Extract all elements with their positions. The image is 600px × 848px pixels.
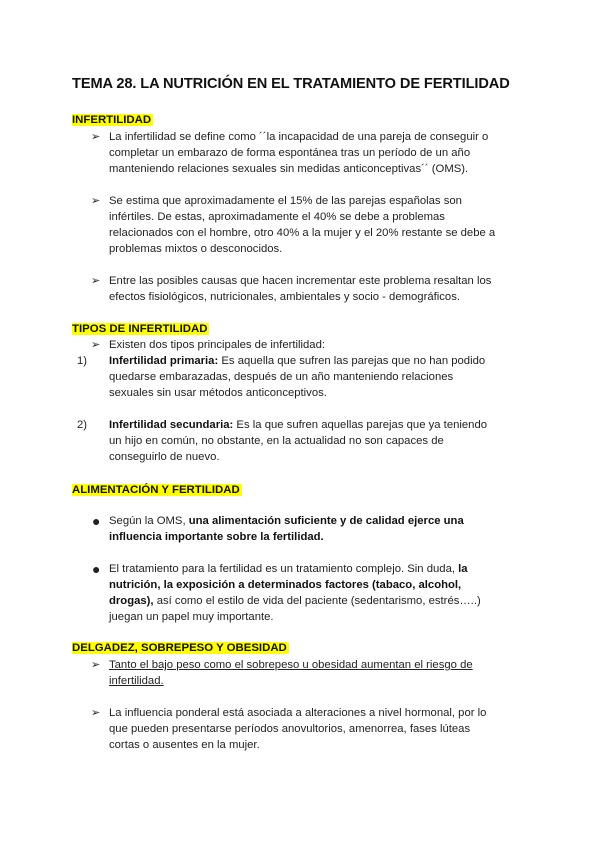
tipos-intro: Existen dos tipos principales de infertilidad:: [109, 339, 326, 351]
list-number: 1): [77, 355, 88, 367]
section-heading-delgadez: DELGADEZ, SOBREPESO Y OBESIDAD: [72, 642, 287, 654]
list-item-peso-riesgo: Tanto el bajo peso como el sobrepeso u obesidad aumentan el riesgo de infertilidad.: [109, 659, 473, 687]
list-item-tratamiento: El tratamiento para la fertilidad es un tratamiento complejo. Sin duda, la nutrición, la exposición a determinados factores (tabaco, alcohol, drogas), así como el estilo de vida del paciente (sedentarismo, estrés…..) juegan un papel muy importante.: [109, 563, 481, 623]
arrow-bullet-icon: ➢: [91, 131, 101, 143]
section-heading-alimentacion: ALIMENTACIÓN Y FERTILIDAD: [72, 484, 240, 496]
list-item-causas: Entre las posibles causas que hacen incrementar este problema resaltan los efectos fisiológicos, nutricionales, ambientales y socio - demográficos.: [109, 275, 492, 303]
arrow-bullet-icon: ➢: [91, 195, 101, 207]
section-heading-infertilidad: INFERTILIDAD: [72, 114, 152, 126]
dot-bullet-icon: ●: [92, 561, 101, 577]
list-item-infertilidad-primaria: Infertilidad primaria: Es aquella que sufren las parejas que no han podido quedarse embarazadas, después de un año manteniendo relaciones sexuales sin usar métodos anticonceptivos.: [109, 355, 486, 399]
arrow-bullet-icon: ➢: [91, 339, 101, 351]
list-item-estadisticas: Se estima que aproximadamente el 15% de las parejas españolas son infértiles. De estas, aproximadamente el 40% se debe a problemas relacionados con el hombre, otro 40% a la mujer y el 20% restante se debe a problemas mixtos o desconocidos.: [109, 195, 496, 255]
list-item-infertilidad-secundaria: Infertilidad secundaria: Es la que sufren aquellas parejas que ya teniendo un hijo en común, no obstante, en la actualidad no son capaces de conseguirlo de nuevo.: [109, 419, 488, 463]
list-item-influencia-ponderal: La influencia ponderal está asociada a alteraciones a nivel hormonal, por lo que pueden presentarse períodos anovultorios, amenorrea, fases lúteas cortas o ausentes en la mujer.: [109, 707, 487, 751]
arrow-bullet-icon: ➢: [91, 707, 101, 719]
section-heading-tipos: TIPOS DE INFERTILIDAD: [72, 323, 208, 335]
page-title: TEMA 28. LA NUTRICIÓN EN EL TRATAMIENTO DE FERTILIDAD: [72, 76, 510, 92]
list-number: 2): [77, 419, 88, 431]
list-item-oms: Según la OMS, una alimentación suficiente y de calidad ejerce una influencia importante sobre la fertilidad.: [109, 515, 464, 543]
dot-bullet-icon: ●: [92, 513, 101, 529]
list-item-definicion: La infertilidad se define como ´´la incapacidad de una pareja de conseguir o completar un embarazo de forma espontánea tras un período de un año manteniendo relaciones sexuales sin medidas anticonceptivas´´ (OMS).: [109, 131, 489, 175]
arrow-bullet-icon: ➢: [91, 659, 101, 671]
arrow-bullet-icon: ➢: [91, 275, 101, 287]
